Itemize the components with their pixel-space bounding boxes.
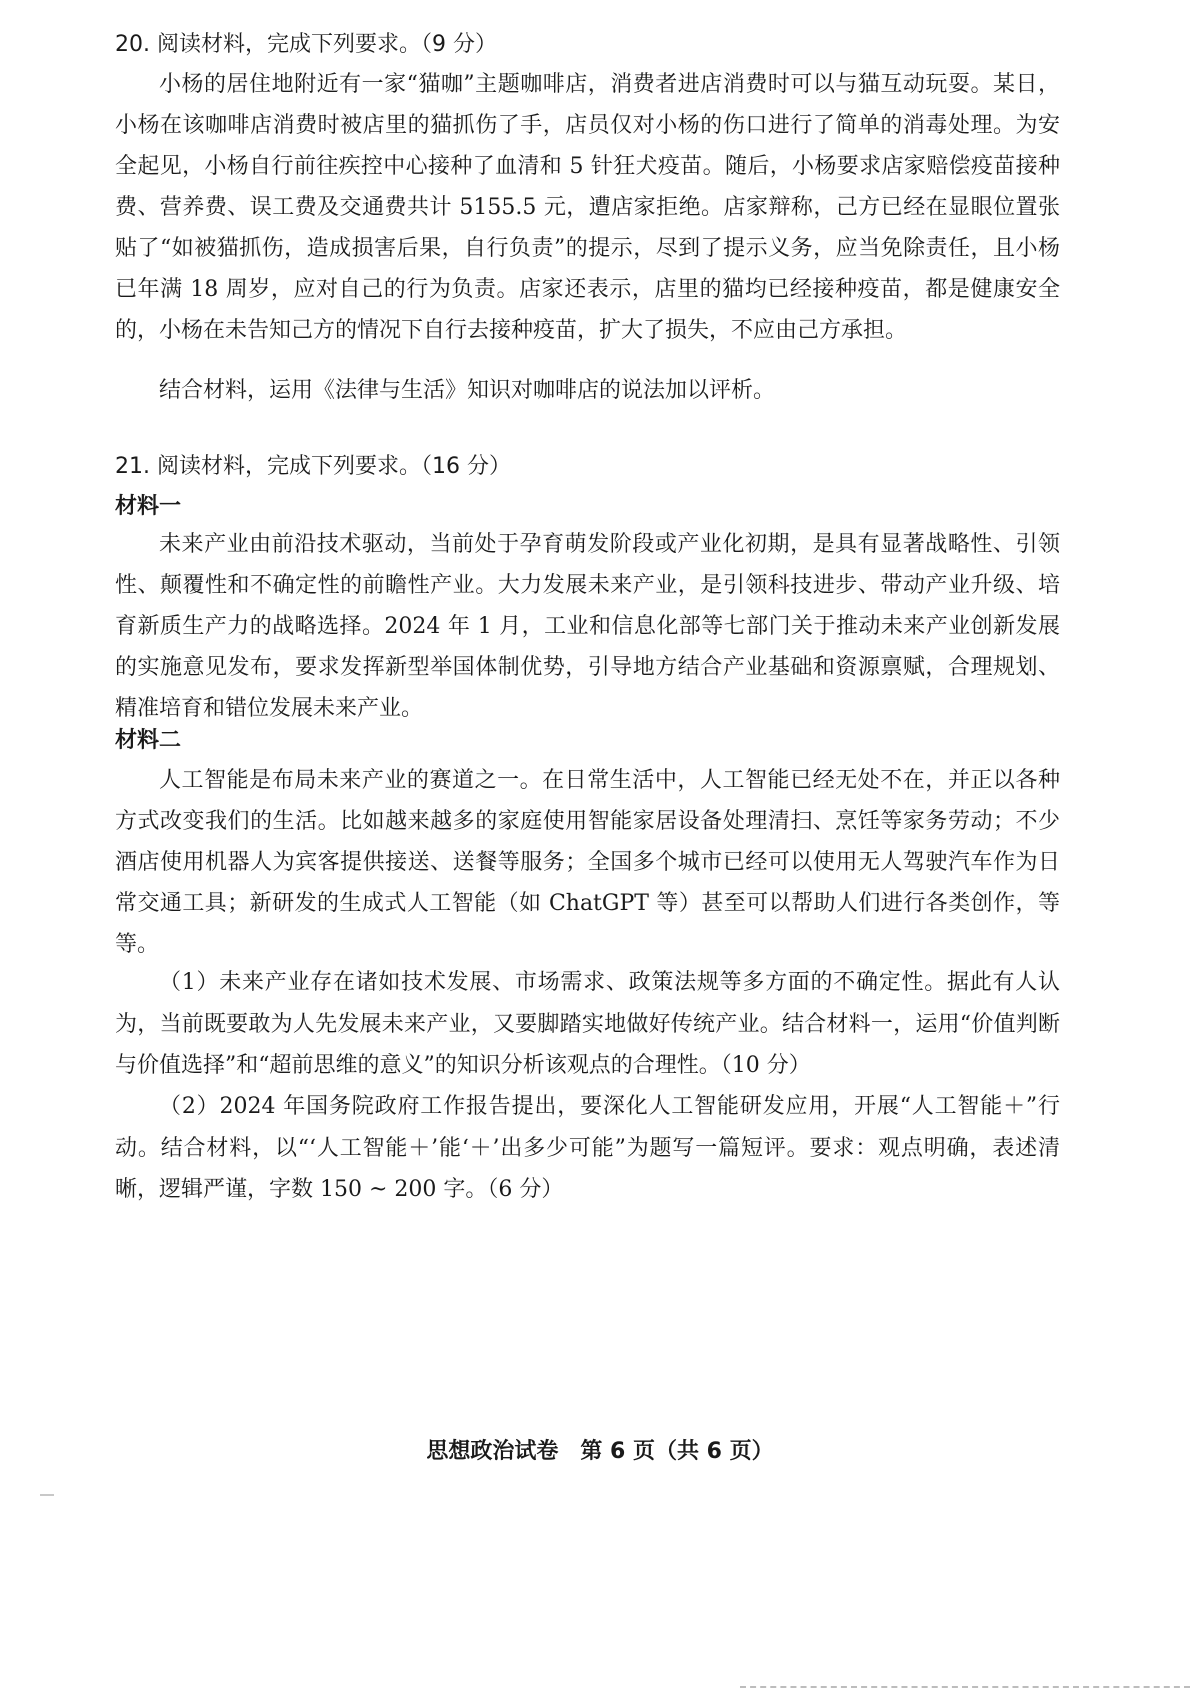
material-1-text: 未来产业由前沿技术驱动，当前处于孕育萌发阶段或产业化初期，是具有显著战略性、引领性、颠覆性和不确定性的前瞻性产业。大力发展未来产业，是引领科技进步、带动产业升级、培育新质生产力的战略选择。2024 年 1 月，工业和信息化部等七部门关于推动未来产业创新发展的实施意见发布，要求发挥新型举国体制优势，引导地方结合产业基础和资源禀赋，合理规划、精准培育和错位发展未来产业。 bbox=[115, 532, 1060, 721]
material-1-heading: 材料一 bbox=[115, 494, 182, 519]
question-21-title: 21. 阅读材料，完成下列要求。（16 分） bbox=[115, 454, 511, 479]
question-20-material: 小杨的居住地附近有一家“猫咖”主题咖啡店，消费者进店消费时可以与猫互动玩耍。某日，小杨在该咖啡店消费时被店里的猫抓伤了手，店员仅对小杨的伤口进行了简单的消毒处理。为安全起见，小杨自行前往疾控中心接种了血清和 5 针狂犬疫苗。随后，小杨要求店家赔偿疫苗接种费、营养费、误工费及交通费共计 5155.5 元，遭店家拒绝。店家辩称，己方已经在显眼位置张贴了“如被猫抓伤，造成损害后果，自行负责”的提示，尽到了提示义务，应当免除责任，且小杨已年满 18 周岁，应对自己的行为负责。店家还表示，店里的猫均已经接种疫苗，都是健康安全的，小杨在未告知己方的情况下自行去接种疫苗，扩大了损失，不应由己方承担。 bbox=[115, 72, 1060, 343]
scan-mark bbox=[40, 1494, 54, 1496]
question-20-prompt: 结合材料，运用《法律与生活》知识对咖啡店的说法加以评析。 bbox=[159, 378, 776, 403]
material-2-heading: 材料二 bbox=[115, 728, 182, 753]
cut-line bbox=[740, 1686, 1190, 1688]
sub-question-1: （1）未来产业存在诸如技术发展、市场需求、政策法规等多方面的不确定性。据此有人认为，当前既要敢为人先发展未来产业，又要脚踏实地做好传统产业。结合材料一，运用“价值判断与价值选择”和“超前思维的意义”的知识分析该观点的合理性。（10 分） bbox=[115, 970, 1060, 1078]
question-20-title: 20. 阅读材料，完成下列要求。（9 分） bbox=[115, 32, 497, 57]
material-2-text: 人工智能是布局未来产业的赛道之一。在日常生活中，人工智能已经无处不在，并正以各种方式改变我们的生活。比如越来越多的家庭使用智能家居设备处理清扫、烹饪等家务劳动；不少酒店使用机器人为宾客提供接送、送餐等服务；全国多个城市已经可以使用无人驾驶汽车作为日常交通工具；新研发的生成式人工智能（如 ChatGPT 等）甚至可以帮助人们进行各类创作，等等。 bbox=[115, 768, 1060, 957]
sub-question-2: （2）2024 年国务院政府工作报告提出，要深化人工智能研发应用，开展“人工智能＋”行动。结合材料，以“‘人工智能＋’能‘＋’出多少可能”为题写一篇短评。要求：观点明确，表述清晰，逻辑严谨，字数 150 ~ 200 字。（6 分） bbox=[115, 1094, 1060, 1202]
page-footer: 思想政治试卷 第 6 页（共 6 页） bbox=[426, 1439, 774, 1464]
